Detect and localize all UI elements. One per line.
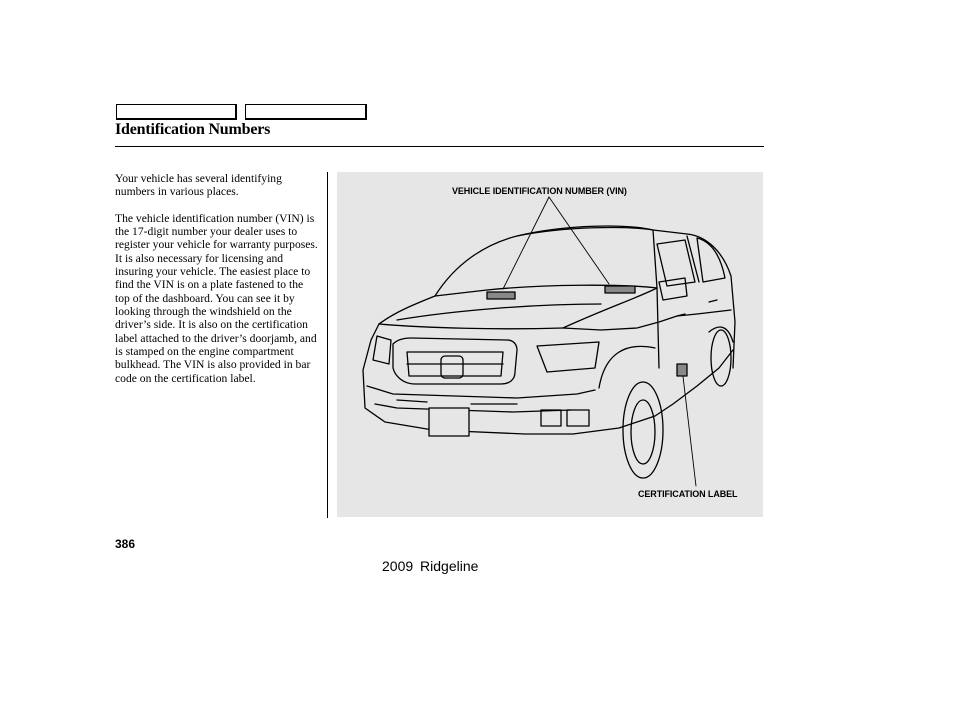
vehicle-figure <box>337 172 763 517</box>
page-number: 386 <box>115 537 136 551</box>
truck-illustration <box>337 172 763 517</box>
paragraph-intro: Your vehicle has several identifying numbers in various places. <box>115 172 282 199</box>
header-tab-box-right <box>245 104 367 120</box>
title-rule <box>115 146 764 147</box>
header-tab-box-left <box>116 104 237 120</box>
callout-lines <box>503 197 696 486</box>
page-title: Identification Numbers <box>115 121 271 138</box>
body-text <box>115 172 319 398</box>
column-divider <box>327 172 328 518</box>
paragraph-vin: The vehicle identification number (VIN) is the 17-digit number your dealer uses to register your vehicle for warranty purposes. It is also necessary for licensing and insuring your vehicle. The easiest place to find the VIN is on a plate fastened to the top of the dashboard. You can see it by looking through the windshield on the driver’s side. It is also on the certification label attached to the driver’s doorjamb, and is stamped on the engine compartment bulkhead. The VIN is also provided in bar code on the certification label. <box>115 211 318 385</box>
vin-callout-label: VEHICLE IDENTIFICATION NUMBER (VIN) <box>452 186 627 196</box>
certification-callout-label: CERTIFICATION LABEL <box>638 489 738 499</box>
footer-model: 2009 Ridgeline <box>382 558 479 574</box>
